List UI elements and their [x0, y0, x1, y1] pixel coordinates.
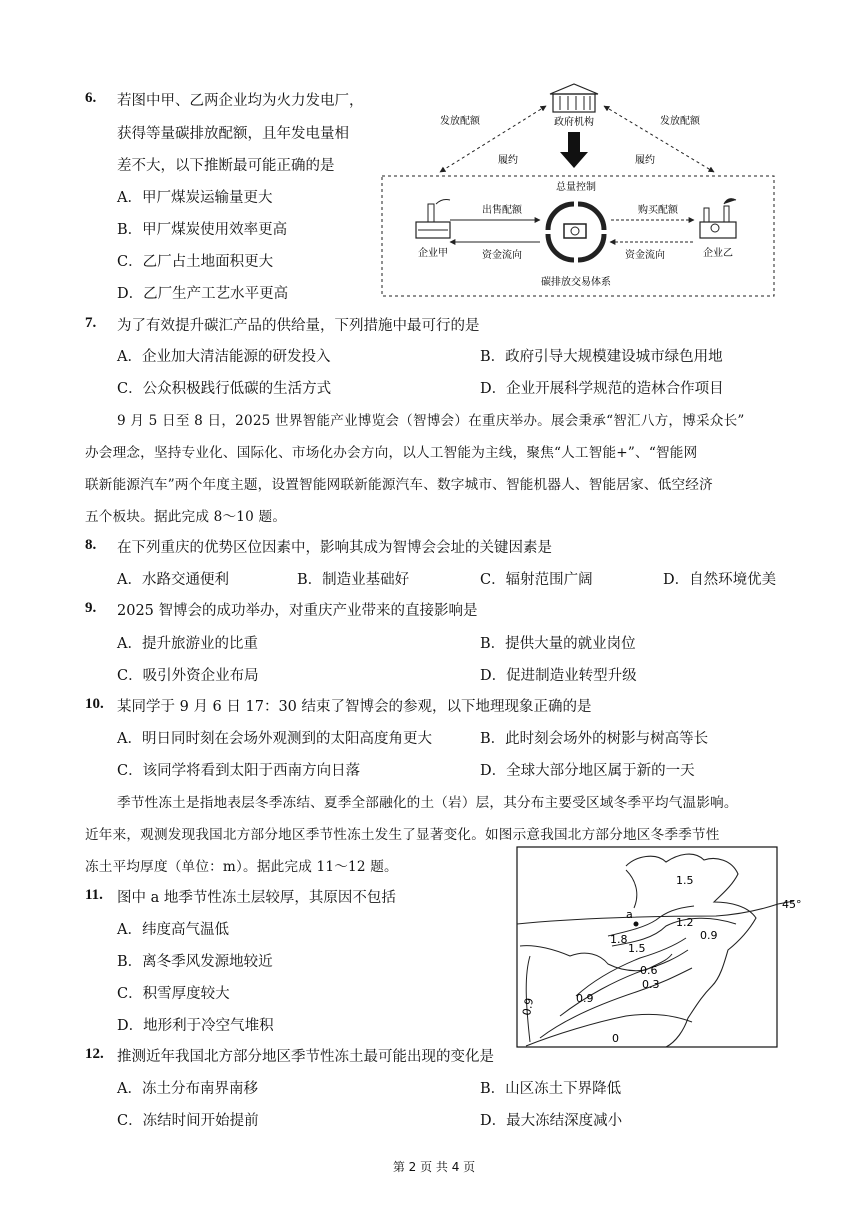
q6-number: 6. [85, 90, 97, 106]
company-b-label: 企业乙 [703, 248, 733, 259]
q6-stem-line1: 若图中甲、乙两企业均为火力发电厂， [117, 93, 364, 109]
q8-stem: 在下列重庆的优势区位因素中，影响其成为智博会会址的关键因素是 [117, 540, 552, 556]
q8-option-c: C．辐射范围广阔 [480, 572, 593, 588]
frozen-soil-map [516, 846, 812, 1050]
q6-option-d: D．乙厂生产工艺水平更高 [117, 286, 289, 302]
q6-option-a: A．甲厂煤炭运输量更大 [117, 190, 273, 206]
map-label-0-9-east: 0.9 [700, 929, 718, 942]
down-arrow-icon [560, 132, 588, 168]
q10-option-a: A．明日同时刻在会场外观测到的太阳高度角更大 [117, 731, 432, 747]
system-label: 碳排放交易体系 [541, 277, 611, 288]
lat-label: 45° [782, 898, 802, 911]
factory-a-icon [416, 200, 450, 239]
q10-option-c: C．该同学将看到太阳于西南方向日落 [117, 763, 361, 779]
q11-option-b: B．离冬季风发源地较近 [117, 954, 273, 970]
q12-option-a: A．冻土分布南界南移 [117, 1081, 258, 1097]
passage2-line1: 季节性冻土是指地表层冬季冻结、夏季全部融化的土（岩）层，其分布主要受区域冬季平均气温影响。 [117, 795, 738, 811]
map-label-1-8: 1.8 [610, 933, 628, 946]
right-mid-label: 履约 [635, 155, 655, 166]
q12-option-c: C．冻结时间开始提前 [117, 1113, 259, 1129]
q9-option-c: C．吸引外资企业布局 [117, 668, 259, 684]
map-label-1-2: 1.2 [676, 916, 694, 929]
q10-stem: 某同学于 9 月 6 日 17：30 结束了智博会的参观，以下地理现象正确的是 [117, 699, 592, 715]
q8-number: 8. [85, 537, 97, 553]
q6-stem-line3: 差不大，以下推断最可能正确的是 [117, 158, 335, 174]
carbon-trading-diagram [378, 80, 778, 302]
q9-stem: 2025 智博会的成功举办，对重庆产业带来的直接影响是 [117, 603, 478, 619]
q9-option-d: D．促进制造业转型升级 [480, 668, 637, 684]
buy-label: 购买配额 [638, 205, 678, 216]
map-label-1-5-south: 1.5 [628, 942, 646, 955]
right-top-label: 发放配额 [660, 116, 700, 127]
q7-option-c: C．公众积极践行低碳的生活方式 [117, 381, 332, 397]
passage2-line3: 冻土平均厚度（单位：m）。据此完成 11～12 题。 [85, 859, 398, 875]
q6-stem-line2: 获得等量碳排放配额，且年发电量相 [117, 126, 349, 142]
q11-option-d: D．地形利于冷空气堆积 [117, 1018, 274, 1034]
q8-option-a: A．水路交通便利 [117, 572, 229, 588]
passage1-line1: 9 月 5 日至 8 日，2025 世界智能产业博览会（智博会）在重庆举办。展会秉承“智汇八方，博采众长” [117, 413, 745, 429]
fund-right-label: 资金流向 [625, 250, 665, 261]
q9-number: 9. [85, 600, 97, 616]
q7-option-d: D．企业开展科学规范的造林合作项目 [480, 381, 724, 397]
q10-option-d: D．全球大部分地区属于新的一天 [480, 763, 695, 779]
gov-label: 政府机构 [554, 117, 594, 128]
q7-option-b: B．政府引导大规模建设城市绿色用地 [480, 349, 723, 365]
q7-number: 7. [85, 315, 97, 331]
q7-option-a: A．企业加大清洁能源的研发投入 [117, 349, 331, 365]
q11-stem: 图中 a 地季节性冻土层较厚，其原因不包括 [117, 890, 396, 906]
map-label-0: 0 [612, 1032, 619, 1045]
map-label-0-6: 0.6 [640, 964, 658, 977]
left-top-label: 发放配额 [440, 116, 480, 127]
factory-b-icon [700, 199, 736, 238]
control-label: 总量控制 [556, 182, 596, 193]
q9-option-a: A．提升旅游业的比重 [117, 636, 258, 652]
q10-number: 10. [85, 696, 104, 712]
trading-cycle-icon [548, 204, 604, 260]
passage1-line3: 联新能源汽车”两个年度主题，设置智能网联新能源汽车、数字城市、智能机器人、智能居家、低空经济 [85, 477, 713, 493]
q11-option-c: C．积雪厚度较大 [117, 986, 230, 1002]
q6-option-c: C．乙厂占土地面积更大 [117, 254, 274, 270]
map-label-0-3: 0.3 [642, 978, 660, 991]
passage1-line4: 五个板块。据此完成 8～10 题。 [85, 509, 287, 525]
q12-option-b: B．山区冻土下界降低 [480, 1081, 622, 1097]
map-label-1-5-north: 1.5 [676, 874, 694, 887]
map-label-a: a [626, 908, 633, 921]
page-footer: 第 2 页 共 4 页 [392, 1160, 476, 1174]
q12-option-d: D．最大冻结深度减小 [480, 1113, 623, 1129]
q12-stem: 推测近年我国北方部分地区季节性冻土最可能出现的变化是 [117, 1049, 494, 1065]
left-mid-label: 履约 [498, 155, 518, 166]
q10-option-b: B．此时刻会场外的树影与树高等长 [480, 731, 709, 747]
q12-number: 12. [85, 1046, 104, 1062]
company-a-label: 企业甲 [418, 248, 448, 259]
q11-number: 11. [85, 887, 103, 903]
map-label-0-9-west: 0.9 [520, 997, 536, 1017]
q9-option-b: B．提供大量的就业岗位 [480, 636, 636, 652]
point-a-marker [634, 922, 639, 927]
q8-option-b: B．制造业基础好 [297, 572, 410, 588]
fund-left-label: 资金流向 [482, 250, 522, 261]
passage1-line2: 办会理念，坚持专业化、国际化、市场化办会方向，以人工智能为主线，聚焦“人工智能+”、“智能网 [85, 445, 698, 461]
government-building-icon [550, 84, 598, 112]
passage2-line2: 近年来，观测发现我国北方部分地区季节性冻土发生了显著变化。如图示意我国北方部分地区冬季季节性 [85, 827, 720, 843]
map-label-0-9-center: 0.9 [576, 992, 594, 1005]
q8-option-d: D．自然环境优美 [663, 572, 777, 588]
sell-label: 出售配额 [482, 205, 522, 216]
q11-option-a: A．纬度高气温低 [117, 922, 229, 938]
q6-option-b: B．甲厂煤炭使用效率更高 [117, 222, 288, 238]
q7-stem: 为了有效提升碳汇产品的供给量，下列措施中最可行的是 [117, 318, 480, 334]
